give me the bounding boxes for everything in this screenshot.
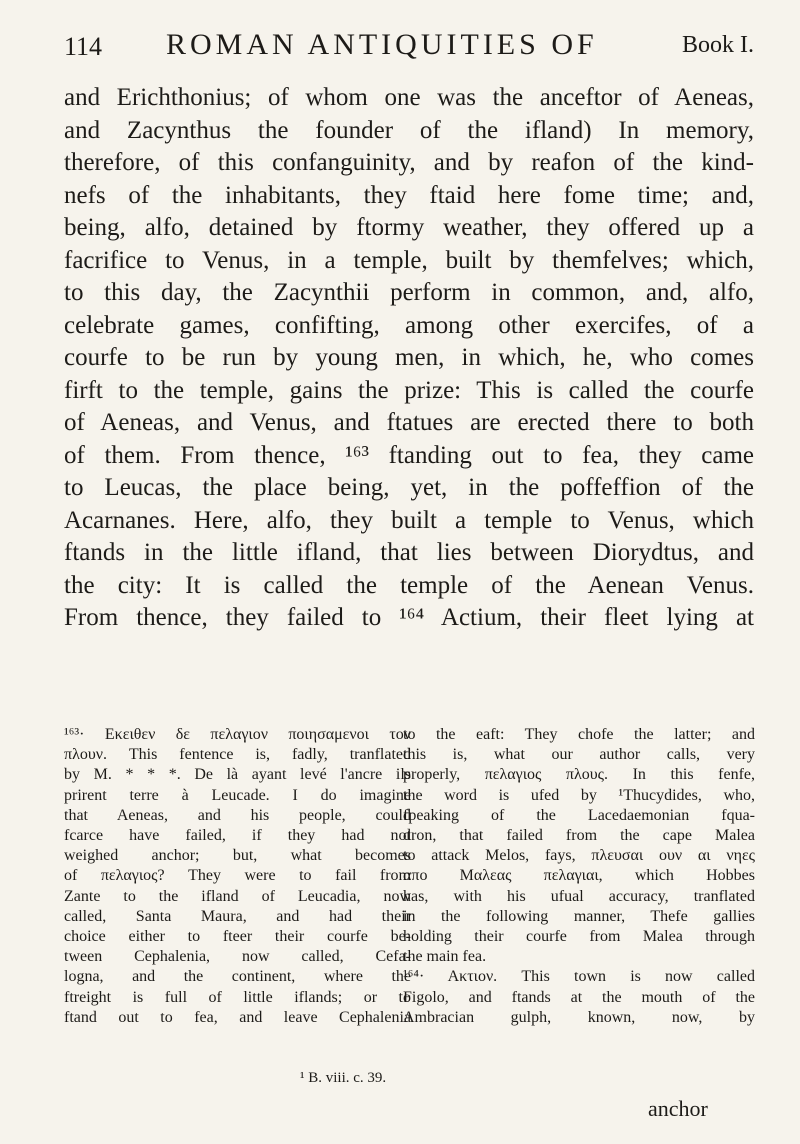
text-line: and Erichthonius; of whom one was the anceftor of Aeneas, <box>64 84 754 111</box>
text-line: of them. From thence, ¹⁶³ ftanding out to fea, they came <box>64 441 754 469</box>
note-line: logna, and the continent, where the <box>64 968 411 986</box>
note-line: choice either to fteer their courfe be- <box>64 928 411 946</box>
note-line: has, with his ufual accuracy, tranflated <box>403 887 755 905</box>
text-line: and Zacynthus the founder of the ifland) In memory, <box>64 116 754 144</box>
notes-left-column <box>64 725 411 1028</box>
note-line: of πελαγιος? They were to fail from <box>64 867 411 885</box>
note-line: Figolo, and ftands at the mouth of the <box>403 988 755 1006</box>
note-line: ¹⁶³· Εκειθεν δε πελαγιον ποιησαμενοι τον <box>64 726 411 743</box>
note-line: called, Santa Maura, and had their <box>64 907 411 925</box>
text-line: of Aeneas, and Venus, and ftatues are erected there to both <box>64 409 754 436</box>
book-label: Book I. <box>682 32 754 58</box>
main-text <box>64 82 754 635</box>
text-line: facrifice to Venus, in a temple, built by themfelves; which, <box>64 246 754 274</box>
text-line: being, alfo, detained by ftormy weather, they offered up a <box>64 214 754 241</box>
note-line: the word is ufed by ¹Thucydides, who, <box>403 786 755 804</box>
running-title: ROMAN ANTIQUITIES OF <box>166 28 598 61</box>
note-line: this is, what our author calls, very <box>403 746 755 764</box>
note-line: fcarce have failed, if they had not <box>64 827 411 845</box>
note-line: ¹⁶⁴· Ακτιον. This town is now called <box>403 968 755 986</box>
note-line: Zante to the ifland of Leucadia, now <box>64 887 411 905</box>
text-line: therefore, of this confanguinity, and by reafon of the kind- <box>64 149 754 176</box>
note-line: fpeaking of the Lacedaemonian fqua- <box>403 806 755 824</box>
note-line: dron, that failed from the cape Malea <box>403 827 755 845</box>
note-line: απο Μαλεας πελαγιαι, which Hobbes <box>403 867 755 885</box>
note-line: ftreight is full of little iflands; or to <box>64 988 411 1006</box>
note-line: Ambracian gulph, known, now, by <box>403 1008 755 1026</box>
notes-right-column <box>403 725 755 1028</box>
note-line: holding their courfe from Malea through <box>403 928 755 946</box>
text-line: From thence, they failed to ¹⁶⁴ Actium, their fleet lying at <box>64 604 754 631</box>
text-line: nefs of the inhabitants, they ftaid here fome time; and, <box>64 181 754 209</box>
text-line: ftands in the little ifland, that lies between Diorydtus, and <box>64 539 754 566</box>
text-line: Acarnanes. Here, alfo, they built a temple to Venus, which <box>64 506 754 534</box>
footnote: ¹ B. viii. c. 39. <box>300 1070 387 1086</box>
note-line: the main fea. <box>403 948 487 966</box>
note-line: tween Cephalenia, now called, Cefa- <box>64 948 411 966</box>
note-line: that Aeneas, and his people, could <box>64 806 411 824</box>
note-line: πλουν. This fentence is, fadly, tranflated <box>64 746 411 764</box>
text-line: to Leucas, the place being, yet, in the poffeffion of the <box>64 474 754 501</box>
note-line: properly, πελαγιος πλους. In this fenfe, <box>403 766 755 784</box>
note-line: prirent terre à Leucade. I do imagine <box>64 786 411 804</box>
page-number: 114 <box>64 32 103 61</box>
note-line: ftand out to fea, and leave Cephalenia <box>64 1008 411 1026</box>
running-head <box>64 28 754 68</box>
note-line: to the eaft: They chofe the latter; and <box>403 726 755 743</box>
text-line: courfe to be run by young men, in which, he, who comes <box>64 344 754 371</box>
note-line: by M. * * *. De là ayant levé l'ancre ils <box>64 766 411 784</box>
note-line: to attack Melos, fays, πλευσαι ουν αι νηες <box>403 847 755 865</box>
note-line: weighed anchor; but, what becomes <box>64 847 411 865</box>
catchword: anchor <box>648 1096 708 1121</box>
note-line: in the following manner, Thefe gallies <box>403 907 755 925</box>
text-line: firft to the temple, gains the prize: This is called the courfe <box>64 376 754 404</box>
text-line: the city: It is called the temple of the Aenean Venus. <box>64 571 754 599</box>
text-line: to this day, the Zacynthii perform in common, and, alfo, <box>64 279 754 306</box>
text-line: celebrate games, confifting, among other exercifes, of a <box>64 311 754 339</box>
